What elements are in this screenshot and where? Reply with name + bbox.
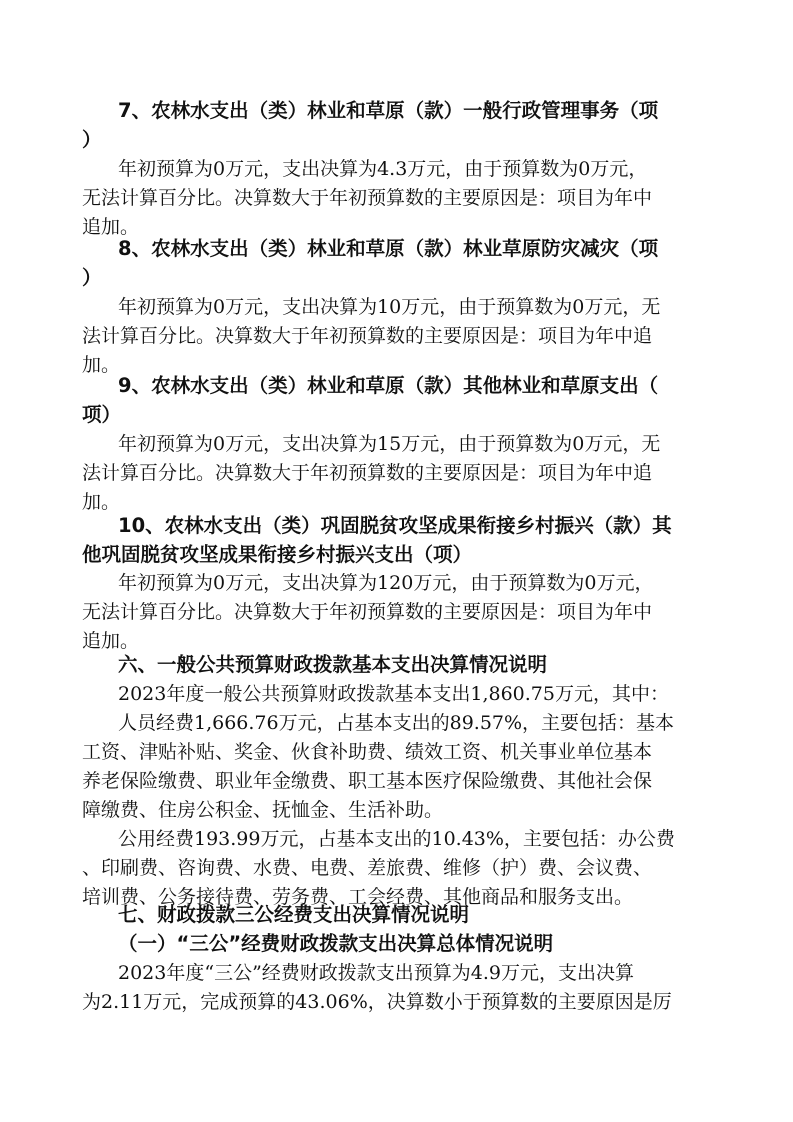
paragraph-line: 为2.11万元，完成预算的43.06%，决算数小于预算数的主要原因是厉	[82, 991, 672, 1013]
paragraph-line: 人员经费1,666.76万元，占基本支出的89.57%，主要包括：基本	[118, 712, 675, 734]
paragraph-line: 年初预算为0万元，支出决算为15万元，由于预算数为0万元，无	[118, 433, 661, 455]
subsection-heading-one: （一）“三公”经费财政拨款支出决算总体情况说明	[118, 932, 554, 955]
section-heading-item-8: 8、农林水支出（类）林业和草原（款）林业草原防灾减灾（项	[118, 237, 659, 260]
paragraph-line: 加。	[82, 354, 121, 376]
section-heading-seven: 七、财政拨款三公经费支出决算情况说明	[118, 903, 470, 926]
paragraph-line: 年初预算为0万元，支出决算为120万元，由于预算数为0万元，	[118, 572, 654, 594]
paragraph-line: 追加。	[82, 216, 140, 238]
section-heading-item-8-continued: ）	[82, 266, 102, 289]
paragraph-line: 2023年度一般公共预算财政拨款基本支出1,860.75万元，其中：	[118, 683, 669, 705]
paragraph-line: 障缴费、住房公积金、抚恤金、生活补助。	[82, 799, 444, 821]
paragraph-line: 工资、津贴补贴、奖金、伙食补助费、绩效工资、机关事业单位基本	[82, 741, 653, 763]
paragraph-line: 养老保险缴费、职业年金缴费、职工基本医疗保险缴费、其他社会保	[82, 770, 653, 792]
paragraph-line: 无法计算百分比。决算数大于年初预算数的主要原因是：项目为年中	[82, 601, 653, 623]
paragraph-line: 年初预算为0万元，支出决算为10万元，由于预算数为0万元，无	[118, 296, 661, 318]
paragraph-line: 2023年度“三公”经费财政拨款支出预算为4.9万元，支出决算	[118, 962, 634, 984]
paragraph-line: 法计算百分比。决算数大于年初预算数的主要原因是：项目为年中追	[82, 462, 653, 484]
paragraph-line: 、印刷费、咨询费、水费、电费、差旅费、维修（护）费、会议费、	[82, 857, 653, 879]
section-heading-six: 六、一般公共预算财政拨款基本支出决算情况说明	[118, 653, 548, 676]
paragraph-line: 法计算百分比。决算数大于年初预算数的主要原因是：项目为年中追	[82, 325, 653, 347]
paragraph-line: 追加。	[82, 630, 140, 652]
paragraph-line: 公用经费193.99万元，占基本支出的10.43%，主要包括：办公费	[118, 828, 675, 850]
paragraph-line: 无法计算百分比。决算数大于年初预算数的主要原因是：项目为年中	[82, 187, 653, 209]
paragraph-line: 培训费、公务接待费、劳务费、工会经费、其他商品和服务支出。	[82, 886, 634, 908]
paragraph-line: 加。	[82, 491, 121, 513]
section-heading-item-7-continued: ）	[82, 128, 102, 151]
section-heading-item-7: 7、农林水支出（类）林业和草原（款）一般行政管理事务（项	[118, 99, 659, 122]
section-heading-item-9-continued: 项）	[82, 403, 122, 426]
paragraph-line: 年初预算为0万元，支出决算为4.3万元，由于预算数为0万元，	[118, 158, 648, 180]
section-heading-item-9: 9、农林水支出（类）林业和草原（款）其他林业和草原支出（	[118, 374, 659, 397]
section-heading-item-10-continued: 他巩固脱贫攻坚成果衔接乡村振兴支出（项）	[82, 543, 473, 566]
section-heading-item-10: 10、农林水支出（类）巩固脱贫攻坚成果衔接乡村振兴（款）其	[118, 514, 672, 537]
